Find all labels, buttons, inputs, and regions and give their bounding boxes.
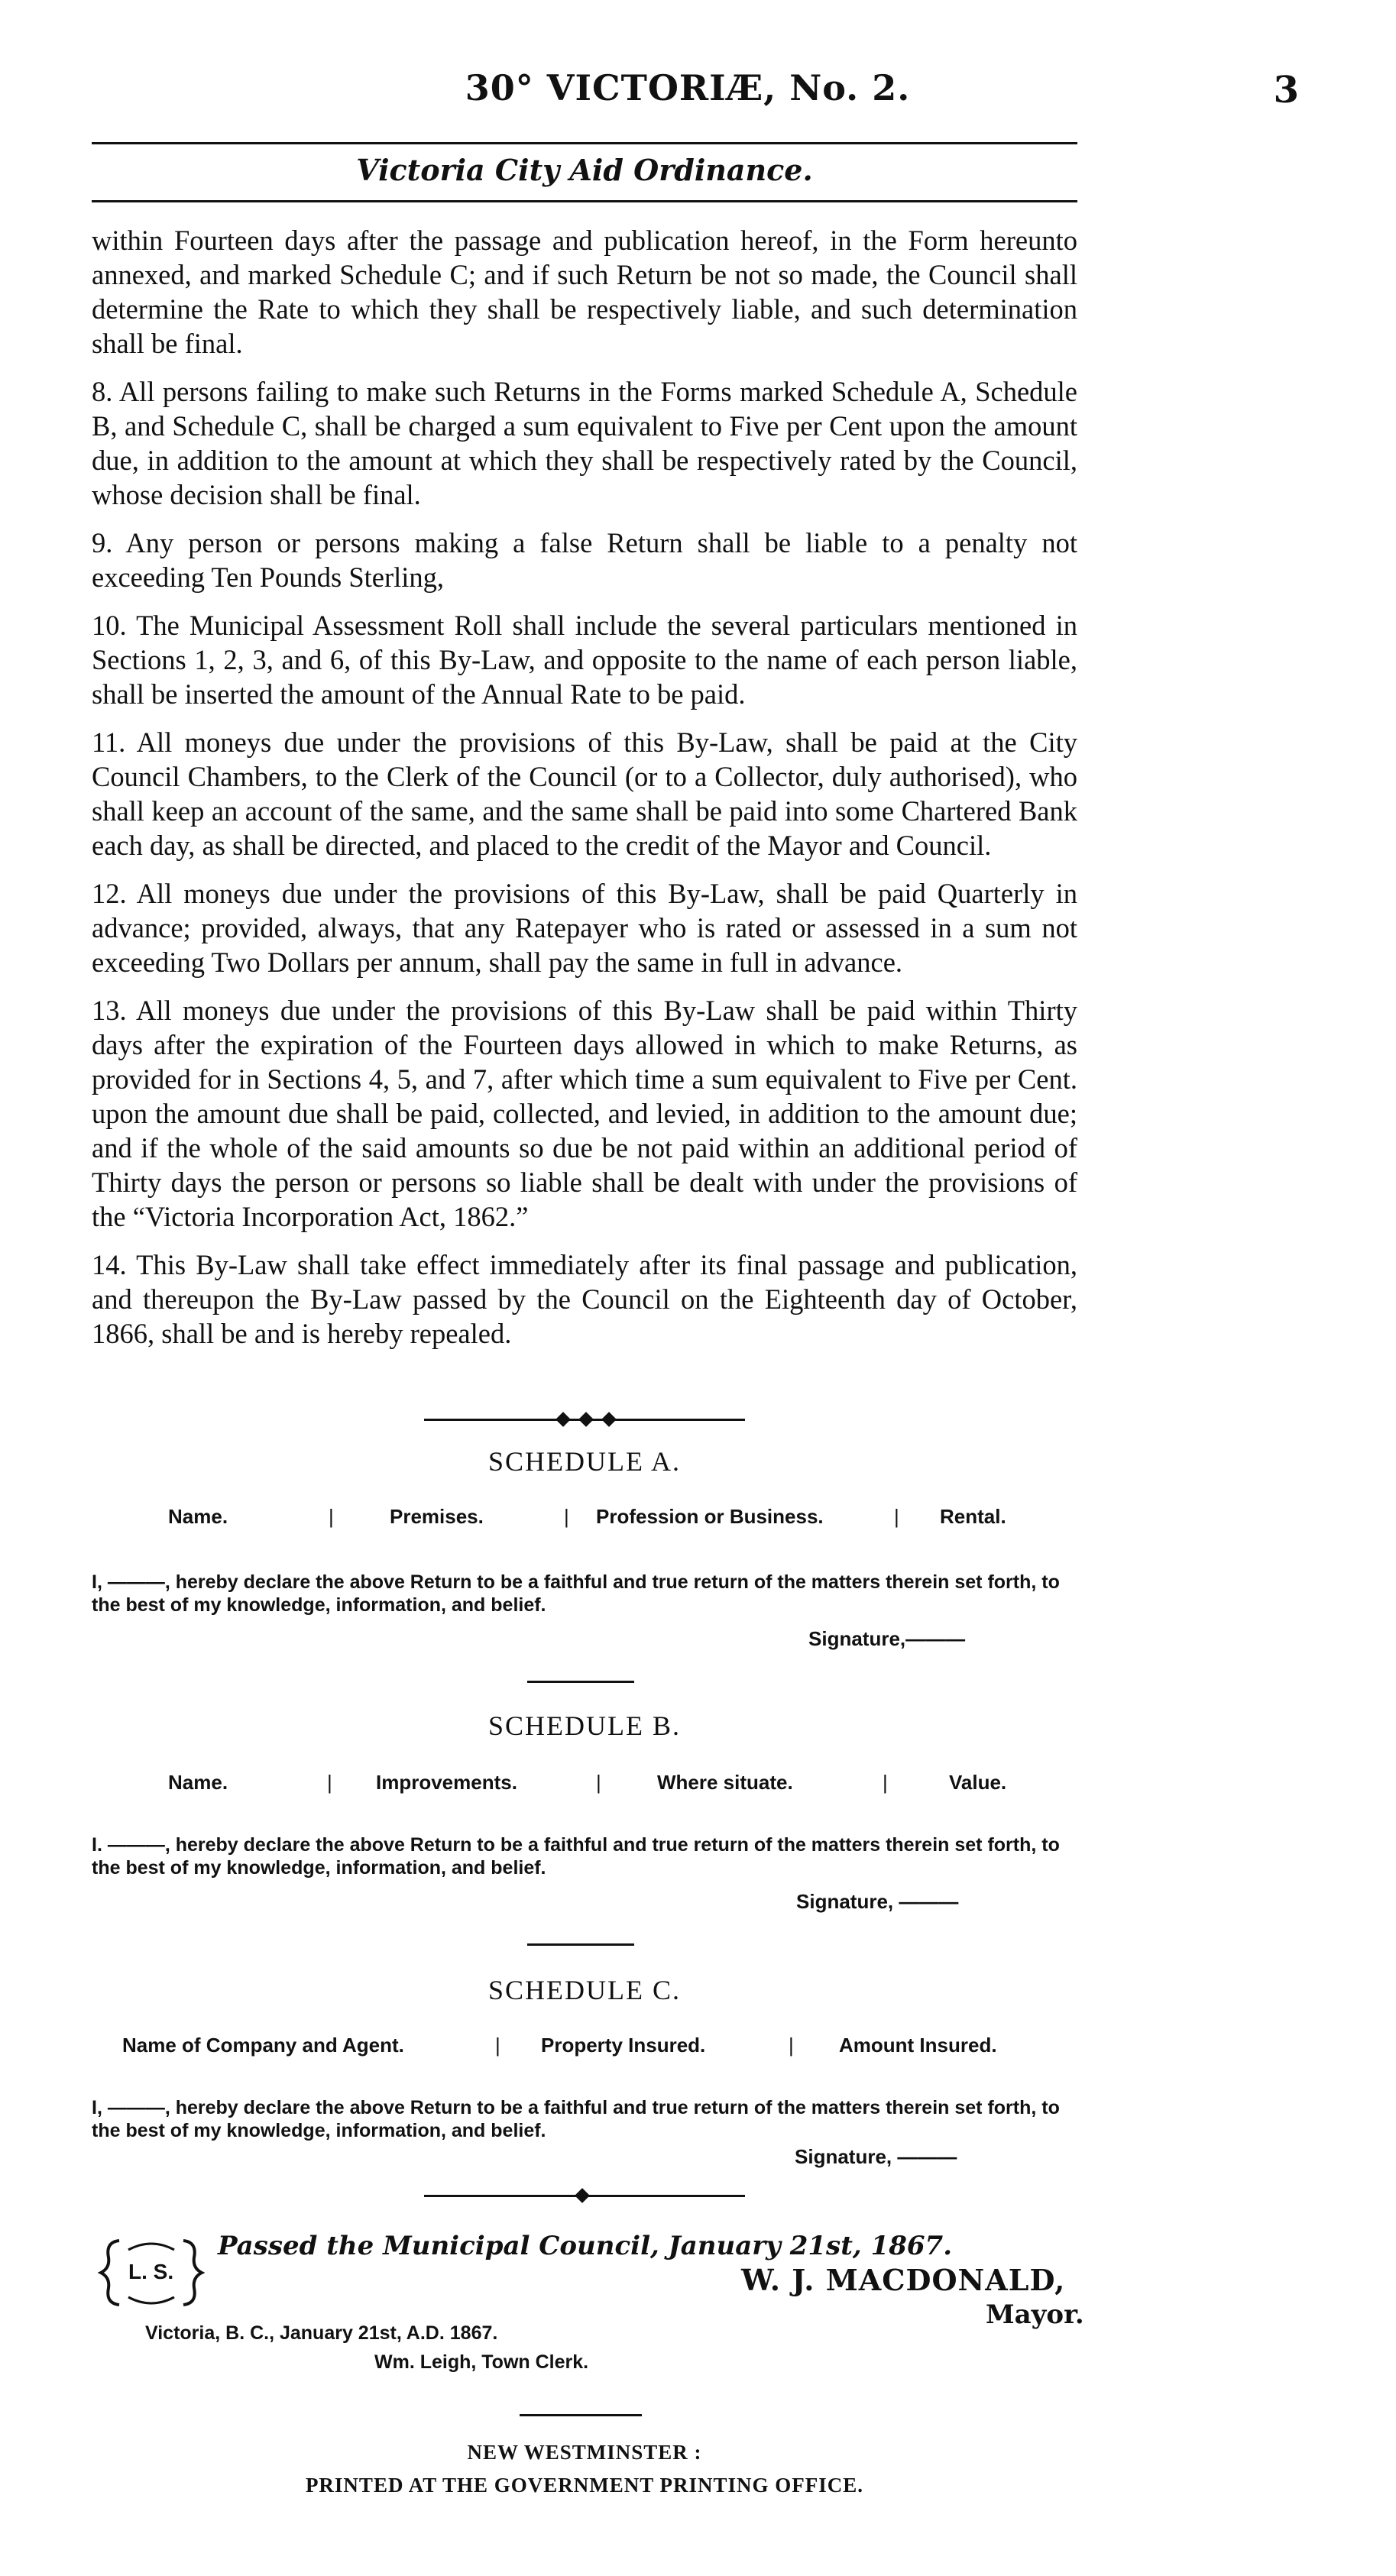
column-header: Profession or Business.	[596, 1505, 824, 1528]
section-9: 9. Any person or persons making a false Return shall be liable to a penalty not exceeding Ten Pounds Sterling,	[92, 527, 1077, 593]
section-14: 14. This By-Law shall take effect immediately after its final passage and publication, and thereupon the By-Law passed by the Council on the Eighteenth day of October, 1866, shall be and is hereby repealed.	[92, 1249, 1077, 1349]
schedule-b-columns: Name. | Improvements. | Where situate. | Value.	[168, 1771, 1007, 1794]
column-header: Premises.	[390, 1505, 484, 1528]
schedule-c-title: SCHEDULE C.	[487, 1975, 681, 2005]
column-header: Property Insured.	[541, 2034, 706, 2057]
header-title: 30° VICTORIÆ, No. 2.	[465, 67, 911, 108]
column-header: Where situate.	[657, 1771, 793, 1794]
ornamental-rule	[424, 1419, 745, 1421]
passed-line: Passed the Municipal Council, January 21st, 1867.	[218, 2231, 953, 2261]
divider	[527, 1681, 634, 1683]
schedule-c-declaration: I, ———, hereby declare the above Return to be a faithful and true return of the matters therein set forth, to the best of my knowledge, information, and belief.	[92, 2097, 1060, 2141]
schedule-b-title: SCHEDULE B.	[487, 1710, 681, 1741]
schedule-b-declaration: I. ———, hereby declare the above Return to be a faithful and true return of the matters therein set forth, to the best of my knowledge, information, and belief.	[92, 1834, 1060, 1879]
column-header: Amount Insured.	[839, 2034, 997, 2057]
section-11: 11. All moneys due under the provisions of this By-Law, shall be paid at the City Council Chambers, to the Clerk of the Council (or to a Collector, duly authorised), who shall keep an account of the same, and the same shall be paid into some Chartered Bank each day, as shall be directed, and placed to the credit of the Mayor and Council.	[92, 727, 1077, 861]
schedule-c-columns: Name of Company and Agent. | Property Insured. | Amount Insured.	[122, 2034, 997, 2057]
seal-label: L. S.	[128, 2260, 174, 2283]
imprint-printer: PRINTED AT THE GOVERNMENT PRINTING OFFICE.	[305, 2474, 864, 2497]
schedule-a-title: SCHEDULE A.	[487, 1446, 681, 1477]
header-rule-top	[92, 142, 1077, 144]
place-date: Victoria, B. C., January 21st, A.D. 1867.	[145, 2322, 498, 2344]
schedule-a-signature: Signature,———	[808, 1627, 966, 1650]
body-text	[92, 223, 1077, 1364]
ornamental-rule	[424, 2195, 745, 2197]
mayor-title: Mayor.	[986, 2299, 1084, 2330]
mayor-name: W. J. MACDONALD,	[741, 2263, 1066, 2297]
section-8: 8. All persons failing to make such Returns in the Forms marked Schedule A, Schedule B, and Schedule C, shall be charged a sum equivalent to Five per Cent upon the amount due, in addition to the amount at which they shall be respectively rated by the Council, whose decision shall be final.	[92, 376, 1077, 510]
schedule-c-signature: Signature, ———	[795, 2145, 957, 2168]
schedule-b-signature: Signature, ———	[796, 1890, 959, 1913]
paragraph-continued: within Fourteen days after the passage and publication hereof, in the Form hereunto annexed, and marked Schedule C; and if such Return be not so made, the Council shall determine the Rate to which they shall be respectively liable, and such determination shall be final.	[92, 225, 1077, 359]
schedule-a-columns: Name. | Premises. | Profession or Business. | Rental.	[168, 1505, 1006, 1528]
column-header: Rental.	[940, 1505, 1006, 1528]
schedule-a-declaration: I, ———, hereby declare the above Return to be a faithful and true return of the matters therein set forth, to the best of my knowledge, information, and belief.	[92, 1571, 1060, 1616]
column-header: Improvements.	[376, 1771, 517, 1794]
section-12: 12. All moneys due under the provisions of this By-Law, shall be paid Quarterly in advance; provided, always, that any Ratepayer who is rated or assessed in a sum not exceeding Two Dollars per annum, shall pay the same in full in advance.	[92, 878, 1077, 978]
divider	[527, 1943, 634, 1946]
section-10: 10. The Municipal Assessment Roll shall include the several particulars mentioned in Sections 1, 2, 3, and 6, of this By-Law, and opposite to the name of each person liable, shall be inserted the amount of the Annual Rate to be paid.	[92, 610, 1077, 710]
divider	[520, 2414, 642, 2416]
running-header	[92, 67, 1299, 113]
column-header: Name.	[168, 1771, 228, 1794]
town-clerk: Wm. Leigh, Town Clerk.	[374, 2351, 589, 2373]
column-header: Value.	[949, 1771, 1007, 1794]
section-13: 13. All moneys due under the provisions of this By-Law shall be paid within Thirty days after the expiration of the Fourteen days allowed in which to make Returns, as provided for in Sections 4, 5, and 7, after which time a sum equivalent to Five per Cent. upon the amount due shall be paid, collected, and levied, in addition to the amount due; and if the whole of the said amounts so due be not paid within an additional period of Thirty days the person or persons so liable shall be dealt with under the provisions of the “Victoria Incorporation Act, 1862.”	[92, 995, 1077, 1232]
ordinance-subtitle: Victoria City Aid Ordinance.	[356, 153, 813, 187]
imprint-place: NEW WESTMINSTER :	[467, 2441, 702, 2464]
column-header: Name.	[168, 1505, 228, 1528]
header-rule-bottom	[92, 200, 1077, 202]
column-header: Name of Company and Agent.	[122, 2034, 404, 2057]
page-number: 3	[1273, 69, 1299, 112]
